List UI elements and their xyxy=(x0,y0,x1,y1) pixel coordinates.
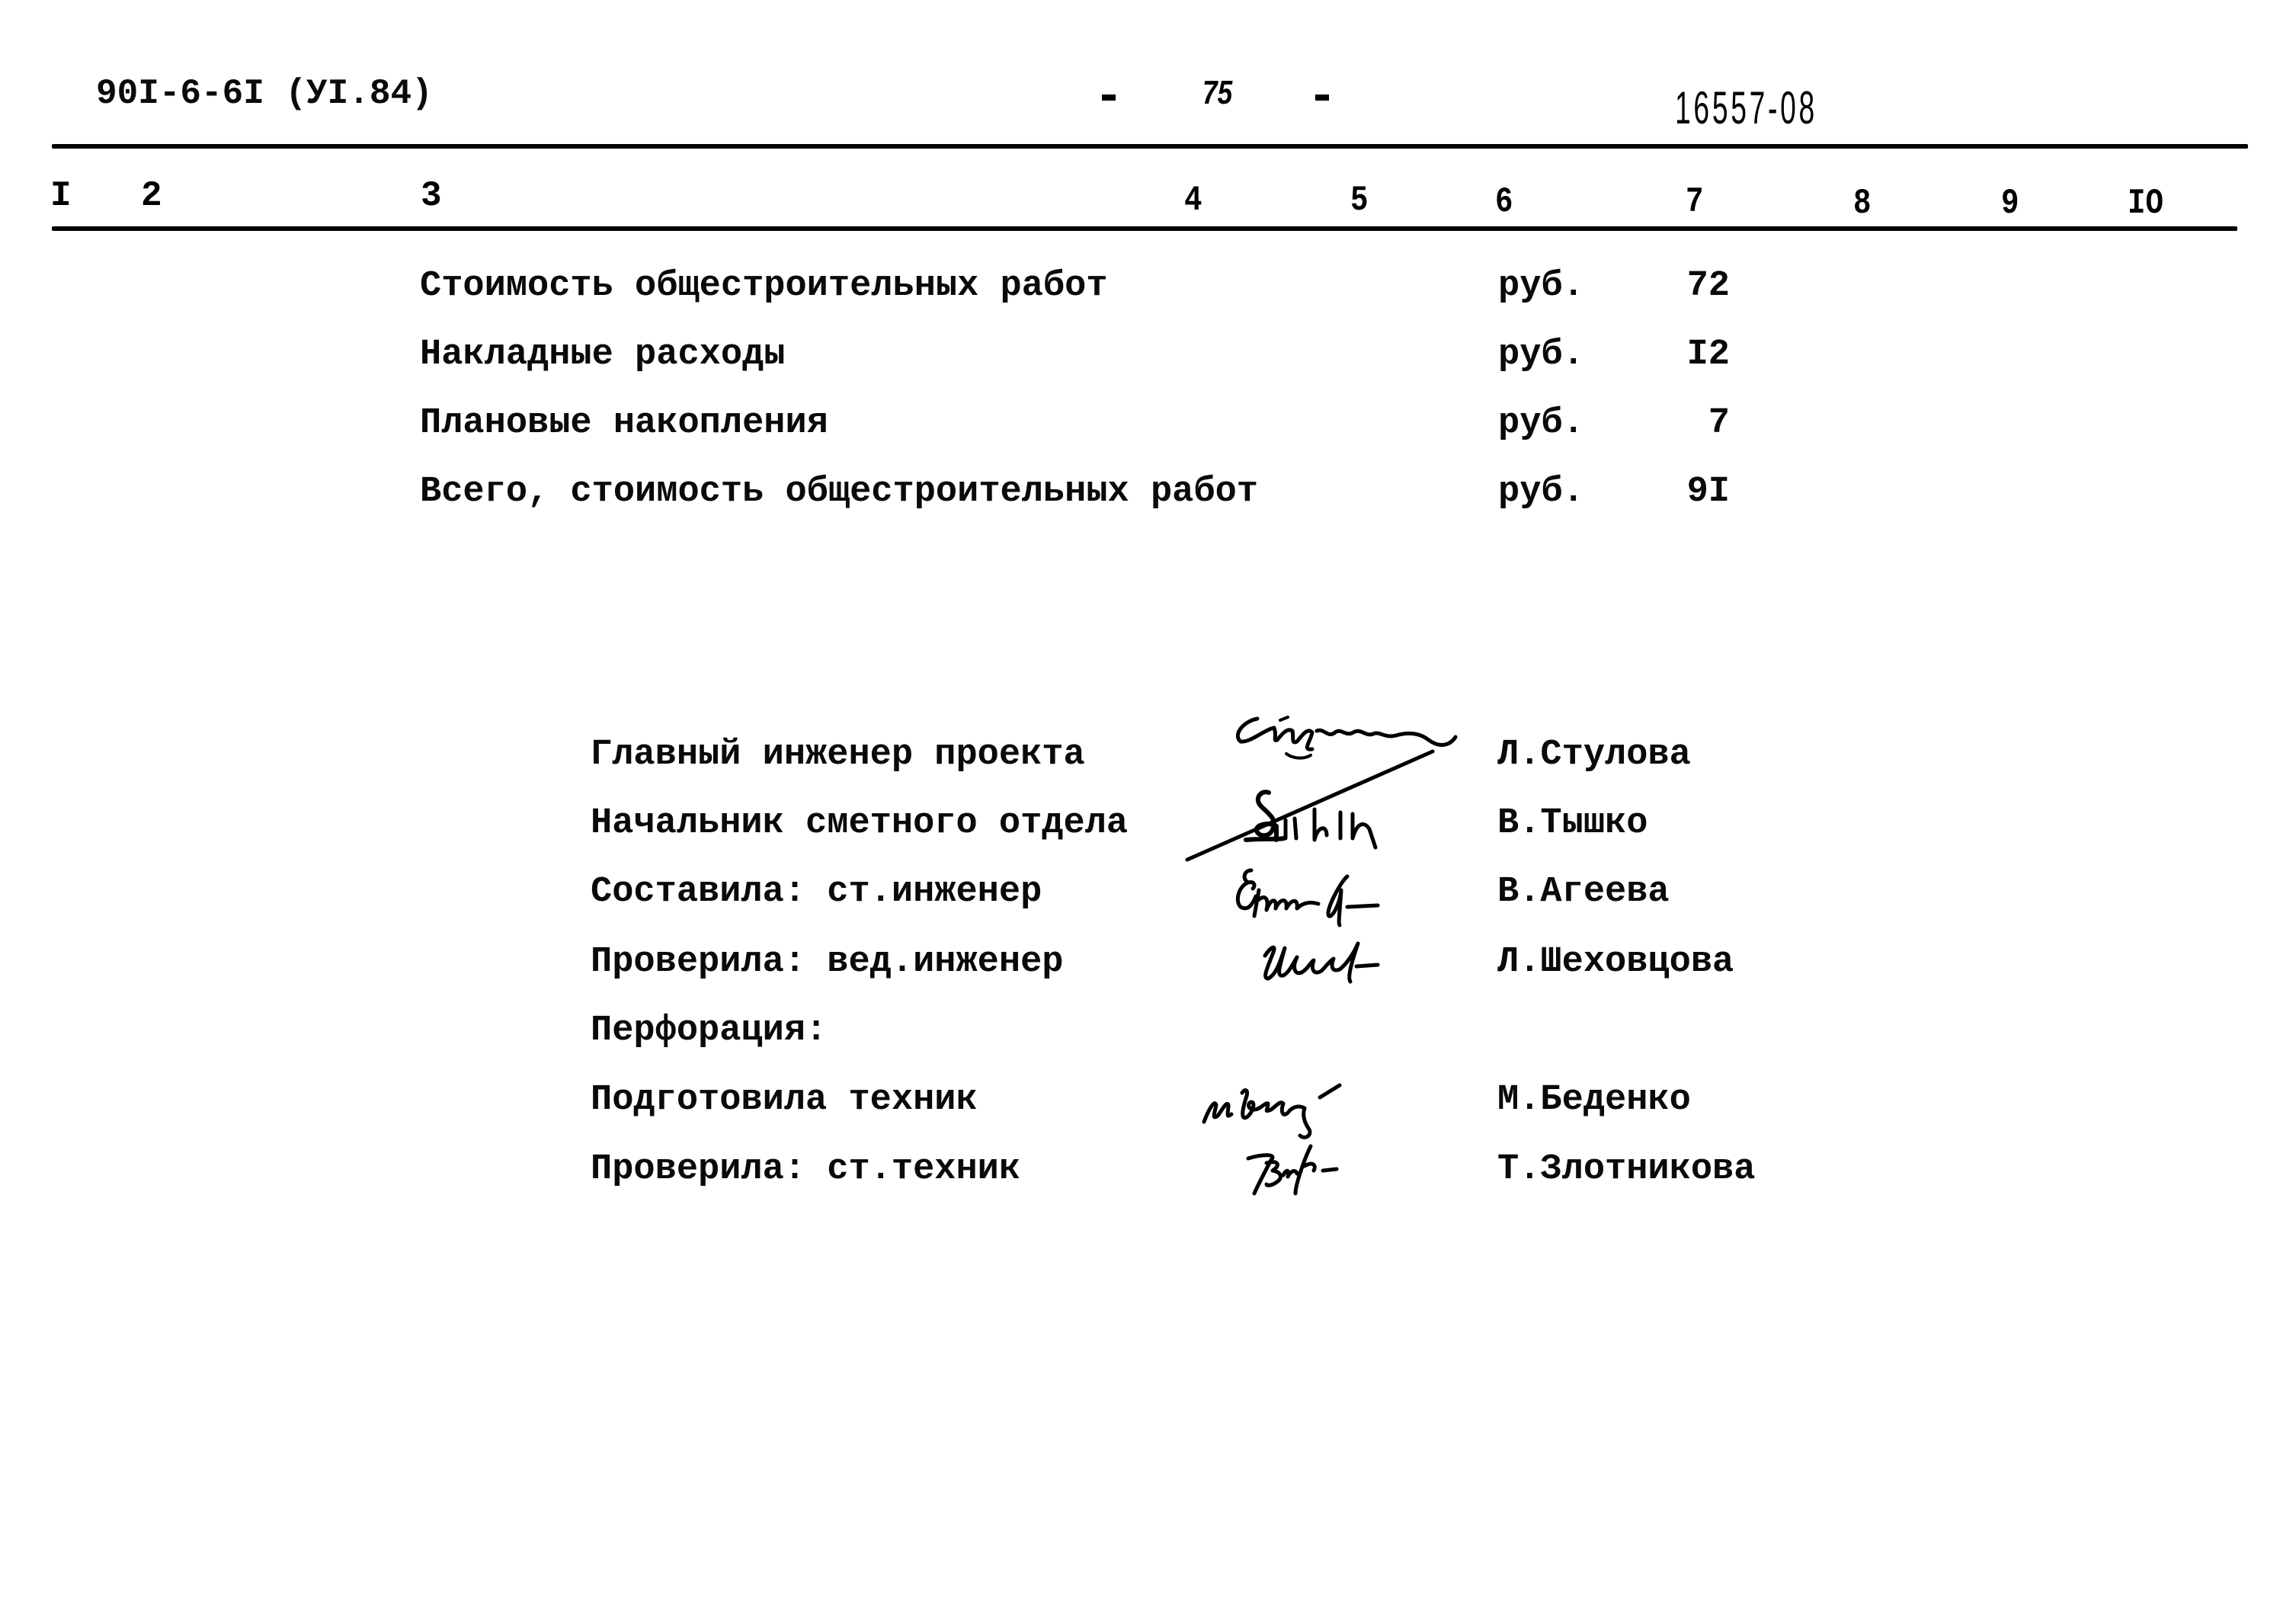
archive-number: 16557-08 xyxy=(1675,82,1817,133)
row-description: Плановые накопления xyxy=(420,403,828,444)
signatory-role: Начальник сметного отдела xyxy=(591,803,1129,844)
table-row xyxy=(0,268,2296,314)
signatory-role: Проверила: ст.техник xyxy=(591,1149,1021,1190)
signatory-name: М.Беденко xyxy=(1497,1080,1691,1120)
column-number-6: 6 xyxy=(1495,182,1513,222)
row-unit: руб. xyxy=(1498,403,1584,444)
row-unit: руб. xyxy=(1498,472,1584,512)
signatory-role: Главный инженер проекта xyxy=(591,735,1085,775)
column-number-4: 4 xyxy=(1184,181,1202,220)
row-unit: руб. xyxy=(1498,335,1584,375)
signatory-role: Подготовила техник xyxy=(591,1080,978,1120)
handwritten-signature-icon xyxy=(1231,783,1414,852)
column-number-3: 3 xyxy=(421,176,442,216)
column-number-8: 8 xyxy=(1853,184,1872,223)
signatory-name: Л.Шеховцова xyxy=(1497,942,1734,982)
page-number-dash-right xyxy=(1315,95,1329,101)
header-rule-top xyxy=(52,144,2248,149)
row-unit: руб. xyxy=(1498,266,1584,306)
column-number-2: 2 xyxy=(141,176,162,216)
column-number-1: I xyxy=(50,176,72,216)
signatory-name: В.Агеева xyxy=(1497,872,1670,912)
row-amount: 9I xyxy=(1686,472,1730,512)
handwritten-signature-icon xyxy=(1241,1143,1385,1198)
table-row xyxy=(0,405,2296,451)
table-row-total xyxy=(0,474,2296,520)
handwritten-signature-icon xyxy=(1257,939,1410,988)
row-amount: 7 xyxy=(1708,403,1730,444)
page-number: 75 xyxy=(1202,74,1233,111)
handwritten-signature-icon xyxy=(1225,867,1408,928)
row-amount: 72 xyxy=(1686,266,1730,306)
signatory-name: Л.Стулова xyxy=(1497,735,1691,775)
signatory-name: Т.Злотникова xyxy=(1497,1149,1756,1190)
row-description: Накладные расходы xyxy=(420,335,786,375)
project-code: 90I-6-6I (УI.84) xyxy=(96,74,433,114)
column-number-10: IO xyxy=(2128,184,2163,223)
column-number-5: 5 xyxy=(1350,181,1369,220)
handwritten-signature-icon xyxy=(1198,1079,1381,1143)
column-number-7: 7 xyxy=(1686,182,1704,222)
row-description: Стоимость общестроительных работ xyxy=(420,266,1108,306)
row-description: Всего, стоимость общестроительных работ xyxy=(420,472,1258,512)
signatory-name: В.Тышко xyxy=(1497,803,1648,844)
signatory-role: Перфорация: xyxy=(591,1011,828,1051)
signatory-role: Проверила: вед.инженер xyxy=(591,942,1064,982)
header-rule-bottom xyxy=(52,226,2237,231)
table-row xyxy=(0,337,2296,383)
row-amount: I2 xyxy=(1686,335,1730,375)
page-number-dash-left xyxy=(1102,95,1116,101)
signatory-role: Составила: ст.инженер xyxy=(591,872,1042,912)
column-number-9: 9 xyxy=(2001,184,2019,223)
